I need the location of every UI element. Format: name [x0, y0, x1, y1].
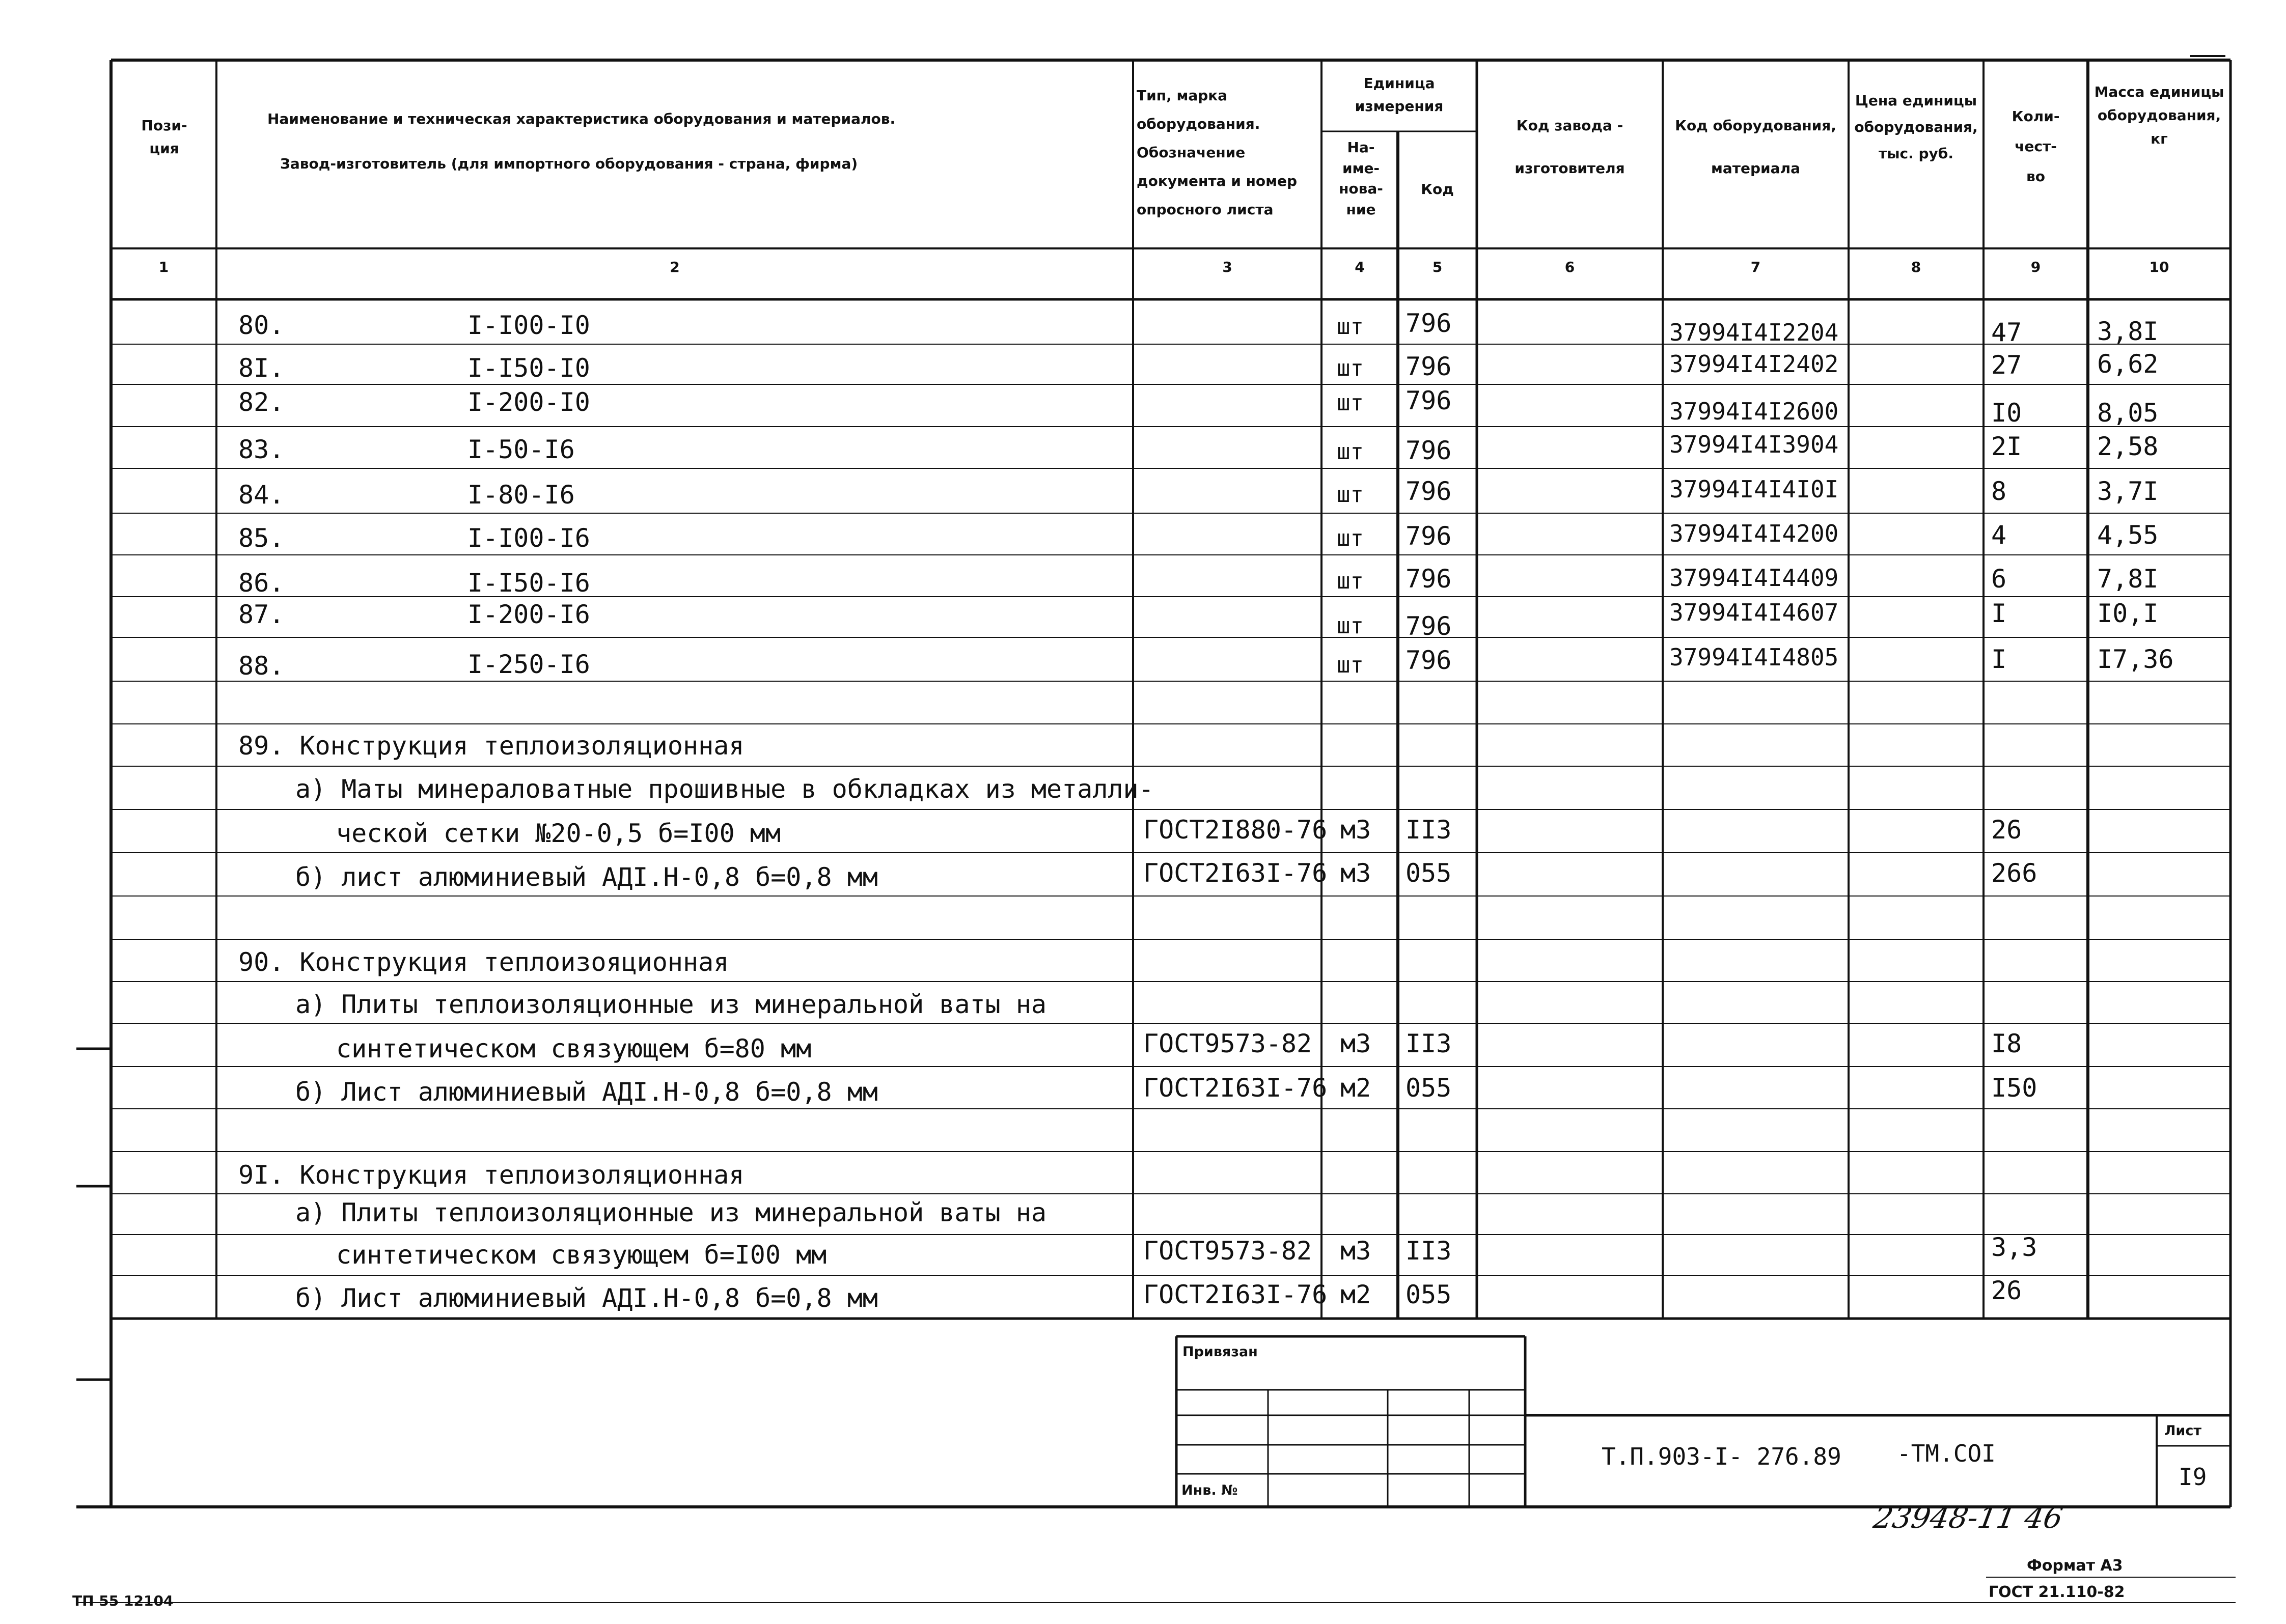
row-material-code: 37994I4I4805 — [1669, 643, 1839, 671]
row-unit: шт — [1337, 439, 1364, 465]
row-unit-code: 796 — [1406, 646, 1452, 675]
col-number: 1 — [158, 259, 169, 275]
sheet-label: Лист — [2164, 1423, 2201, 1439]
row-quantity: I — [1991, 599, 2007, 628]
row-quantity: I — [1991, 645, 2007, 674]
section-item-b-unit: м2 — [1340, 1280, 1371, 1309]
row-name: I-200-I0 — [467, 387, 590, 417]
row-position: 86. — [238, 568, 285, 598]
section-item-b: б) лист алюминиевый АДI.Н-0,8 б=0,8 мм — [295, 862, 878, 892]
row-unit-code: 796 — [1406, 386, 1452, 415]
row-name: I-250-I6 — [467, 650, 590, 679]
row-mass: 3,7I — [2097, 477, 2159, 506]
header-unit: Единица измерения — [1355, 75, 1444, 115]
row-position: 87. — [238, 600, 285, 629]
row-quantity: 47 — [1991, 318, 2022, 347]
row-name: I-80-I6 — [467, 480, 575, 510]
section-item-b-doc: ГОСТ2I63I-76 — [1143, 858, 1328, 888]
section-title: 90. Конструкция теплоизояционная — [238, 947, 729, 977]
section-item-b-unit: м3 — [1340, 858, 1371, 888]
row-mass: 4,55 — [2097, 520, 2159, 550]
row-mass: 6,62 — [2097, 349, 2159, 379]
section-item-b-code: 055 — [1406, 1280, 1452, 1309]
section-item-a-qty: 3,3 — [1991, 1233, 2037, 1262]
row-material-code: 37994I4I4409 — [1669, 564, 1839, 592]
section-title: 9I. Конструкция теплоизоляционная — [238, 1160, 745, 1190]
header-name-line1: Наименование и техническая характеристика оборудования и материалов. — [267, 110, 896, 127]
col-number: 3 — [1222, 259, 1232, 275]
col-number: 9 — [2030, 259, 2041, 275]
gost-label: ГОСТ 21.110-82 — [1989, 1583, 2125, 1601]
row-unit-code: 796 — [1406, 309, 1452, 338]
col-number: 7 — [1750, 259, 1761, 275]
header-mass: Масса единицы оборудования, кг — [2094, 83, 2224, 148]
col-number: 8 — [1911, 259, 1921, 275]
tp-label: ТП 55 12104 — [72, 1592, 174, 1609]
header-material-code: Код оборудования, материала — [1675, 117, 1836, 177]
row-unit: шт — [1337, 314, 1364, 340]
row-material-code: 37994I4I4200 — [1669, 520, 1839, 547]
row-unit-code: 796 — [1406, 436, 1452, 465]
row-name: I-I00-I6 — [467, 523, 590, 553]
row-quantity: 8 — [1991, 477, 2007, 506]
row-mass: I0,I — [2097, 599, 2159, 628]
row-name: I-I50-I6 — [467, 568, 590, 598]
section-item-a-line2: синтетическом связующем б=80 мм — [336, 1034, 812, 1063]
section-item-a-line1: а) Маты минераловатные прошивные в обкладках из металли- — [295, 774, 1154, 804]
row-unit-code: 796 — [1406, 611, 1452, 641]
row-position: 84. — [238, 480, 285, 510]
section-item-a-doc: ГОСТ9573-82 — [1143, 1236, 1312, 1266]
section-item-a-unit: м3 — [1340, 815, 1371, 845]
header-position: Пози- ция — [141, 117, 187, 157]
row-unit-code: 796 — [1406, 564, 1452, 594]
row-unit: шт — [1337, 568, 1364, 594]
row-unit: шт — [1337, 355, 1364, 381]
row-material-code: 37994I4I3904 — [1669, 431, 1839, 458]
row-mass: I7,36 — [2097, 645, 2174, 674]
section-item-a-doc: ГОСТ9573-82 — [1143, 1029, 1312, 1058]
section-item-a-qty: I8 — [1991, 1029, 2022, 1058]
row-position: 8I. — [238, 353, 285, 383]
header-unit-code: Код — [1421, 181, 1454, 198]
row-position: 83. — [238, 435, 285, 464]
section-item-a-line1: а) Плиты теплоизоляционные из минеральной ваты на — [295, 1198, 1047, 1227]
row-quantity: I0 — [1991, 398, 2022, 428]
row-unit: шт — [1337, 390, 1364, 416]
row-name: I-50-I6 — [467, 435, 575, 464]
row-name: I-I00-I0 — [467, 311, 590, 340]
section-item-b: б) Лист алюминиевый АДI.Н-0,8 б=0,8 мм — [295, 1283, 878, 1313]
row-position: 80. — [238, 311, 285, 340]
row-quantity: 6 — [1991, 564, 2007, 594]
section-item-a-doc: ГОСТ2I880-76 — [1143, 815, 1328, 845]
section-item-b-code: 055 — [1406, 858, 1452, 888]
row-material-code: 37994I4I2204 — [1669, 319, 1839, 346]
row-unit: шт — [1337, 652, 1364, 678]
row-position: 88. — [238, 651, 285, 681]
header-quantity: Коли- чест- во — [2012, 108, 2060, 185]
row-material-code: 37994I4I2600 — [1669, 398, 1839, 425]
row-mass: 2,58 — [2097, 432, 2159, 461]
row-quantity: 2I — [1991, 432, 2022, 461]
row-unit: шт — [1337, 525, 1364, 551]
col-number: 5 — [1432, 259, 1443, 275]
row-unit: шт — [1337, 613, 1364, 639]
section-title: 89. Конструкция теплоизоляционная — [238, 731, 745, 761]
section-item-a-line2: ческой сетки №20-0,5 б=I00 мм — [336, 819, 781, 848]
row-mass: 8,05 — [2097, 398, 2159, 428]
section-item-b-qty: 266 — [1991, 858, 2037, 888]
section-item-b-qty: I50 — [1991, 1073, 2037, 1103]
section-item-a-line2: синтетическом связующем б=I00 мм — [336, 1240, 827, 1270]
row-material-code: 37994I4I4607 — [1669, 599, 1839, 626]
section-item-a-code: II3 — [1406, 1236, 1452, 1266]
row-unit-code: 796 — [1406, 521, 1452, 551]
col-number: 6 — [1564, 259, 1575, 275]
section-item-b-doc: ГОСТ2I63I-76 — [1143, 1073, 1328, 1103]
header-unit-name: На- име- нова- ние — [1339, 139, 1383, 218]
document-suffix: -ТМ.СОI — [1897, 1440, 1996, 1467]
section-item-a-unit: м3 — [1340, 1029, 1371, 1058]
row-material-code: 37994I4I4I0I — [1669, 475, 1839, 503]
document-code: Т.П.903-I- 276.89 — [1602, 1443, 1841, 1470]
row-material-code: 37994I4I2402 — [1669, 350, 1839, 378]
row-quantity: 27 — [1991, 350, 2022, 380]
header-name-line2: Завод-изготовитель (для импортного оборудования - страна, фирма) — [280, 155, 858, 172]
section-item-b-code: 055 — [1406, 1073, 1452, 1103]
row-mass: 3,8I — [2097, 317, 2159, 346]
section-item-a-line1: а) Плиты теплоизоляционные из минеральной ваты на — [295, 990, 1047, 1019]
section-item-b-unit: м2 — [1340, 1073, 1371, 1103]
format-label: Формат А3 — [2027, 1557, 2123, 1575]
section-item-b-doc: ГОСТ2I63I-76 — [1143, 1280, 1328, 1309]
section-item-a-code: II3 — [1406, 1029, 1452, 1058]
section-item-a-code: II3 — [1406, 815, 1452, 845]
sheet-number: I9 — [2179, 1463, 2207, 1491]
row-position: 85. — [238, 523, 285, 553]
row-quantity: 4 — [1991, 520, 2007, 550]
col-number: 2 — [670, 259, 680, 275]
row-position: 82. — [238, 387, 285, 417]
row-name: I-I50-I0 — [467, 353, 590, 383]
row-mass: 7,8I — [2097, 564, 2159, 594]
stamp-privyazan: Привязан — [1182, 1344, 1258, 1360]
stamp-inventory-number: Инв. № — [1181, 1482, 1238, 1498]
row-unit-code: 796 — [1406, 352, 1452, 381]
section-item-b-qty: 26 — [1991, 1276, 2022, 1305]
section-item-b: б) Лист алюминиевый АДI.Н-0,8 б=0,8 мм — [295, 1077, 878, 1107]
row-unit-code: 796 — [1406, 477, 1452, 506]
col-number: 10 — [2149, 259, 2169, 275]
row-unit: шт — [1337, 482, 1364, 508]
section-item-a-qty: 26 — [1991, 815, 2022, 845]
row-name: I-200-I6 — [467, 600, 590, 629]
section-item-a-unit: м3 — [1340, 1236, 1371, 1266]
header-factory-code: Код завода - изготовителя — [1514, 117, 1625, 177]
header-type-doc: Тип, марка оборудования. Обозначение документа и номер опросного листа — [1137, 87, 1298, 218]
header-price: Цена единицы оборудования, тыс. руб. — [1854, 92, 1978, 162]
handwritten-number: 23948-11 46 — [1871, 1500, 2066, 1535]
col-number: 4 — [1355, 259, 1365, 275]
